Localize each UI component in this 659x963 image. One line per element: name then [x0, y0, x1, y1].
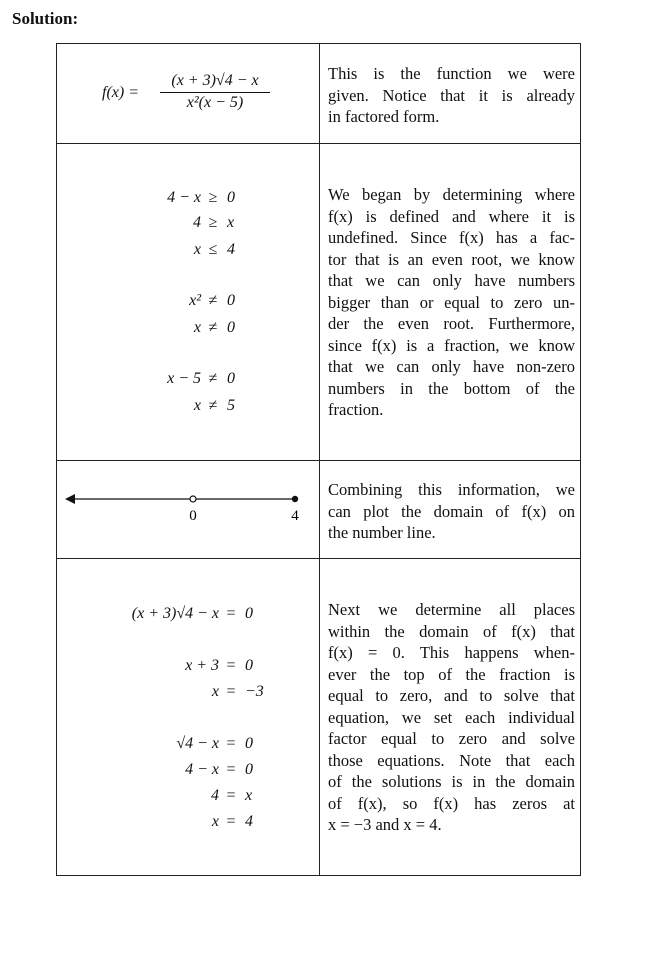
explanation-line: numbers in the bottom of the — [328, 378, 575, 398]
equation-operator: = — [226, 813, 236, 830]
left-arrow-icon — [65, 494, 75, 504]
equation-rhs: 0 — [227, 370, 235, 387]
equation-lhs: (x + 3)√4 − x — [131, 605, 219, 622]
equation-lhs: √4 − x — [176, 735, 219, 752]
row2-explanation — [328, 184, 575, 421]
explanation-line: Combining this information, we — [328, 480, 575, 499]
function-fraction — [160, 72, 270, 112]
equation-operator: ≥ — [208, 189, 218, 206]
equation-row — [57, 370, 319, 390]
open-endpoint-label: 0 — [189, 508, 197, 524]
closed-endpoint-label: 4 — [291, 508, 299, 524]
equation-row — [57, 605, 319, 625]
equation-operator: ≠ — [208, 319, 218, 336]
equation-rhs: 0 — [245, 657, 253, 674]
closed-endpoint — [292, 496, 298, 502]
equation-row — [57, 683, 319, 703]
equation-lhs: x — [211, 683, 219, 700]
explanation-line: tor that is an even root, we know — [328, 249, 575, 269]
equation-row — [57, 292, 319, 312]
equation-row — [57, 397, 319, 417]
equation-row — [57, 319, 319, 339]
equation-rhs: 4 — [227, 241, 235, 258]
equation-operator: ≤ — [208, 241, 218, 258]
equation-rhs: 0 — [245, 761, 253, 778]
equation-lhs: x² — [189, 292, 201, 309]
function-label: f(x) = — [102, 84, 139, 101]
explanation-line: that we can only have numbers — [328, 271, 575, 290]
equation-row — [57, 761, 319, 781]
equation-operator: = — [226, 761, 236, 778]
equation-row — [57, 657, 319, 677]
equation-rhs: x — [245, 787, 253, 804]
explanation-line: equal to zero, and to solve that — [328, 686, 575, 705]
equation-lhs: x — [193, 319, 201, 336]
function-denominator: x²(x − 5) — [186, 94, 244, 111]
explanation-line: the number line. — [328, 523, 436, 542]
equation-lhs: x — [211, 813, 219, 830]
explanation-line: factor equal to zero and solve — [328, 729, 575, 748]
equation-row — [57, 787, 319, 807]
explanation-line: of f(x), so f(x) has zeros at — [328, 793, 575, 813]
solution-heading: Solution: — [12, 9, 79, 28]
equation-rhs: x — [227, 214, 235, 231]
explanation-line: that we can only have non-zero — [328, 357, 575, 376]
explanation-line: those equations. Note that each — [328, 750, 575, 770]
explanation-line: fraction. — [328, 400, 384, 419]
equation-row — [57, 214, 319, 234]
explanation-line: in factored form. — [328, 107, 440, 126]
explanation-line: within the domain of f(x) that — [328, 621, 575, 641]
equation-lhs: 4 − x — [167, 189, 201, 206]
equation-rhs: 0 — [227, 319, 235, 336]
row1-explanation — [328, 63, 575, 128]
explanation-line: given. Notice that it is already — [328, 85, 575, 105]
explanation-line: x = −3 and x = 4. — [328, 815, 442, 834]
equation-lhs: 4 − x — [185, 761, 219, 778]
explanation-line: ever the top of the fraction is — [328, 664, 575, 684]
equation-operator: = — [226, 735, 236, 752]
equation-operator: ≠ — [208, 397, 218, 414]
equation-operator: = — [226, 605, 236, 622]
equation-operator: = — [226, 787, 236, 804]
explanation-line: can plot the domain of f(x) on — [328, 501, 575, 521]
equation-lhs: 4 — [193, 214, 201, 231]
explanation-line: This is the function we were — [328, 64, 575, 83]
explanation-line: Next we determine all places — [328, 600, 575, 619]
explanation-line: f(x) = 0. This happens when- — [328, 643, 575, 662]
equation-row — [57, 241, 319, 261]
explanation-line: We began by determining where — [328, 185, 575, 204]
row3-explanation — [328, 479, 575, 544]
row4-explanation — [328, 599, 575, 836]
number-line — [57, 474, 319, 544]
equation-rhs: 0 — [245, 605, 253, 622]
equation-rhs: 5 — [227, 397, 235, 414]
row-divider — [57, 143, 580, 144]
equation-operator: = — [226, 657, 236, 674]
explanation-line: since f(x) is a fraction, we know — [328, 335, 575, 355]
equation-rhs: −3 — [245, 683, 264, 700]
equation-rhs: 0 — [245, 735, 253, 752]
equation-lhs: 4 — [211, 787, 219, 804]
equation-rhs: 0 — [227, 292, 235, 309]
explanation-line: undefined. Since f(x) has a fac- — [328, 228, 575, 247]
equation-rhs: 0 — [227, 189, 235, 206]
row-divider — [57, 558, 580, 559]
equation-lhs: x — [193, 241, 201, 258]
equation-lhs: x — [193, 397, 201, 414]
explanation-line: f(x) is defined and where it is — [328, 206, 575, 226]
equation-operator: = — [226, 683, 236, 700]
equation-row — [57, 735, 319, 755]
equation-operator: ≥ — [208, 214, 218, 231]
equation-row — [57, 813, 319, 833]
equation-rhs: 4 — [245, 813, 253, 830]
equation-row — [57, 189, 319, 209]
explanation-line: bigger than or equal to zero un- — [328, 292, 575, 312]
explanation-line: der the even root. Furthermore, — [328, 314, 575, 333]
equation-lhs: x − 5 — [167, 370, 201, 387]
open-endpoint — [190, 496, 196, 502]
function-numerator: (x + 3)√4 − x — [160, 72, 270, 93]
explanation-line: equation, we set each individual — [328, 707, 575, 727]
row-divider — [57, 460, 580, 461]
equation-operator: ≠ — [208, 292, 218, 309]
equation-operator: ≠ — [208, 370, 218, 387]
explanation-line: of the solutions is in the domain — [328, 772, 575, 791]
solution-table — [56, 43, 581, 876]
equation-lhs: x + 3 — [185, 657, 219, 674]
